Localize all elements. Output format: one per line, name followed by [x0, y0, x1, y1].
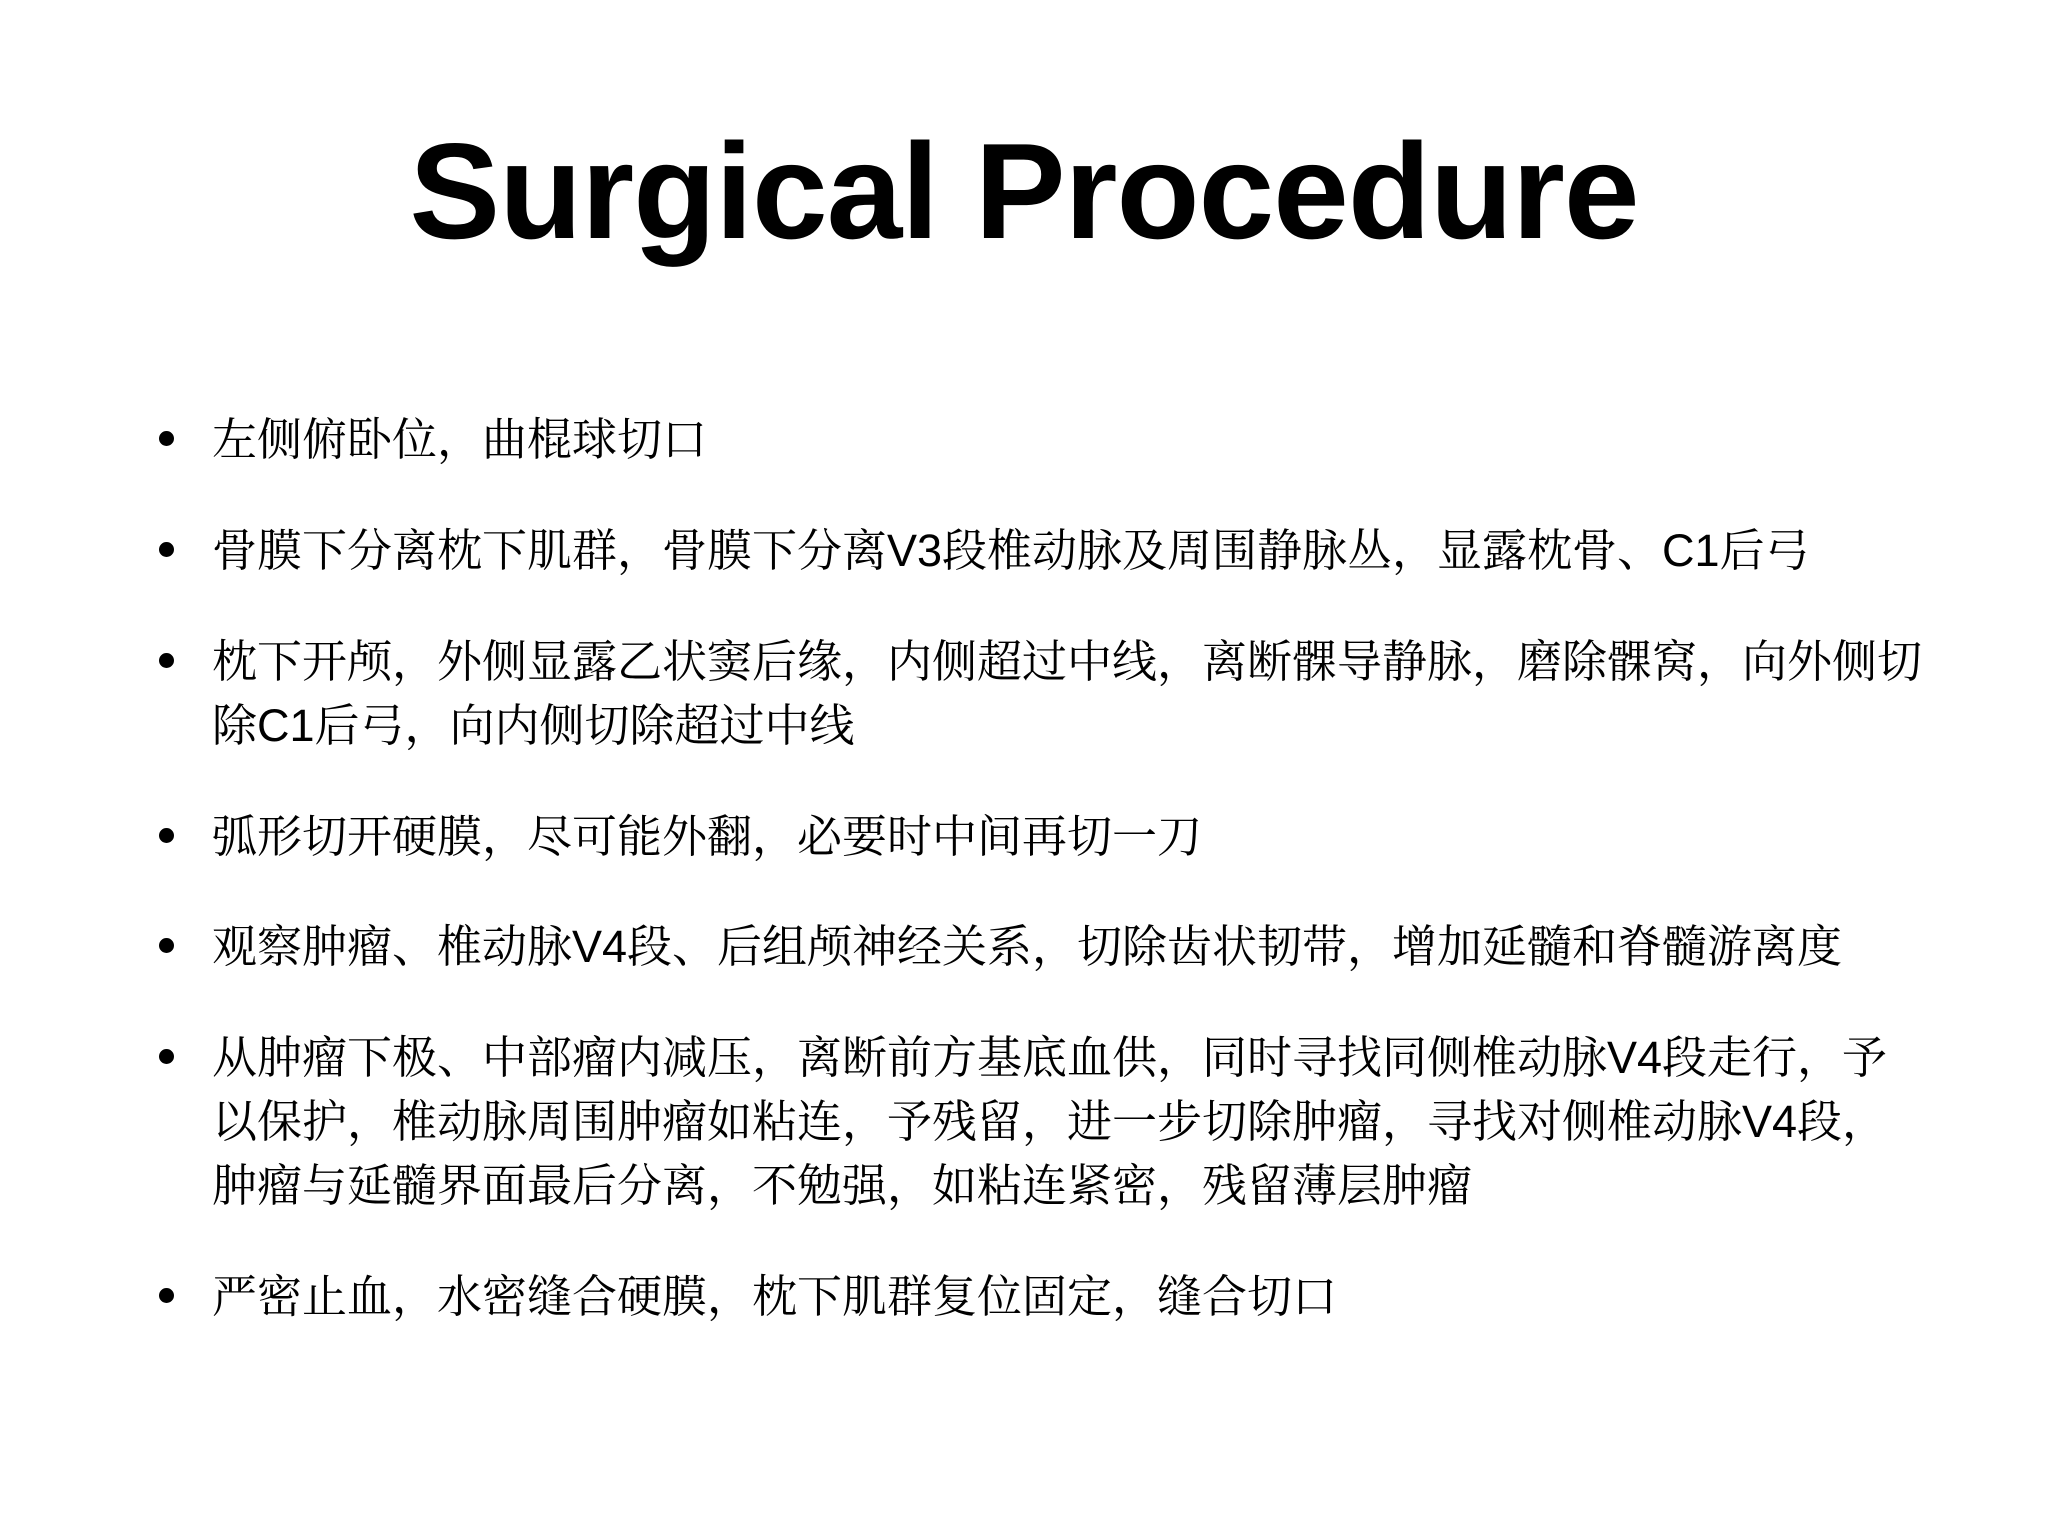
list-item: [140, 1265, 1930, 1329]
bullet-dot-icon: [159, 431, 174, 446]
list-item: [140, 630, 1930, 758]
list-item-text: 弧形切开硬膜，尽可能外翻，必要时中间再切一刀: [212, 810, 1203, 862]
list-item: [140, 805, 1930, 869]
list-item: [140, 1026, 1930, 1218]
list-item-text: 骨膜下分离枕下肌群，骨膜下分离V3段椎动脉及周围静脉丛，显露枕骨、C1后弓: [212, 524, 1810, 576]
list-item: [140, 408, 1930, 472]
bullet-list: [140, 408, 1930, 1329]
bullet-dot-icon: [159, 653, 174, 668]
list-item-text: 严密止血，水密缝合硬膜，枕下肌群复位固定，缝合切口: [212, 1271, 1338, 1323]
list-item: [140, 915, 1930, 979]
bullet-dot-icon: [159, 938, 174, 953]
bullet-dot-icon: [159, 542, 174, 557]
bullet-dot-icon: [159, 1049, 174, 1064]
bullet-dot-icon: [159, 1288, 174, 1303]
list-item-text: 枕下开颅，外侧显露乙状窦后缘，内侧超过中线，离断髁导静脉，磨除髁窝，向外侧切除C1后弓，向内侧切除超过中线: [212, 635, 1923, 751]
list-item-text: 观察肿瘤、椎动脉V4段、后组颅神经关系，切除齿状韧带，增加延髓和脊髓游离度: [212, 921, 1843, 973]
bullet-dot-icon: [159, 828, 174, 843]
page-title: Surgical Procedure: [409, 115, 1639, 267]
list-item: [140, 519, 1930, 583]
list-item-text: 从肿瘤下极、中部瘤内减压，离断前方基底血供，同时寻找同侧椎动脉V4段走行，予以保护，椎动脉周围肿瘤如粘连，予残留，进一步切除肿瘤，寻找对侧椎动脉V4段，肿瘤与延髓界面最后分离，不勉强，如粘连紧密，残留薄层肿瘤: [212, 1032, 1888, 1212]
list-item-text: 左侧俯卧位，曲棍球切口: [212, 414, 708, 465]
